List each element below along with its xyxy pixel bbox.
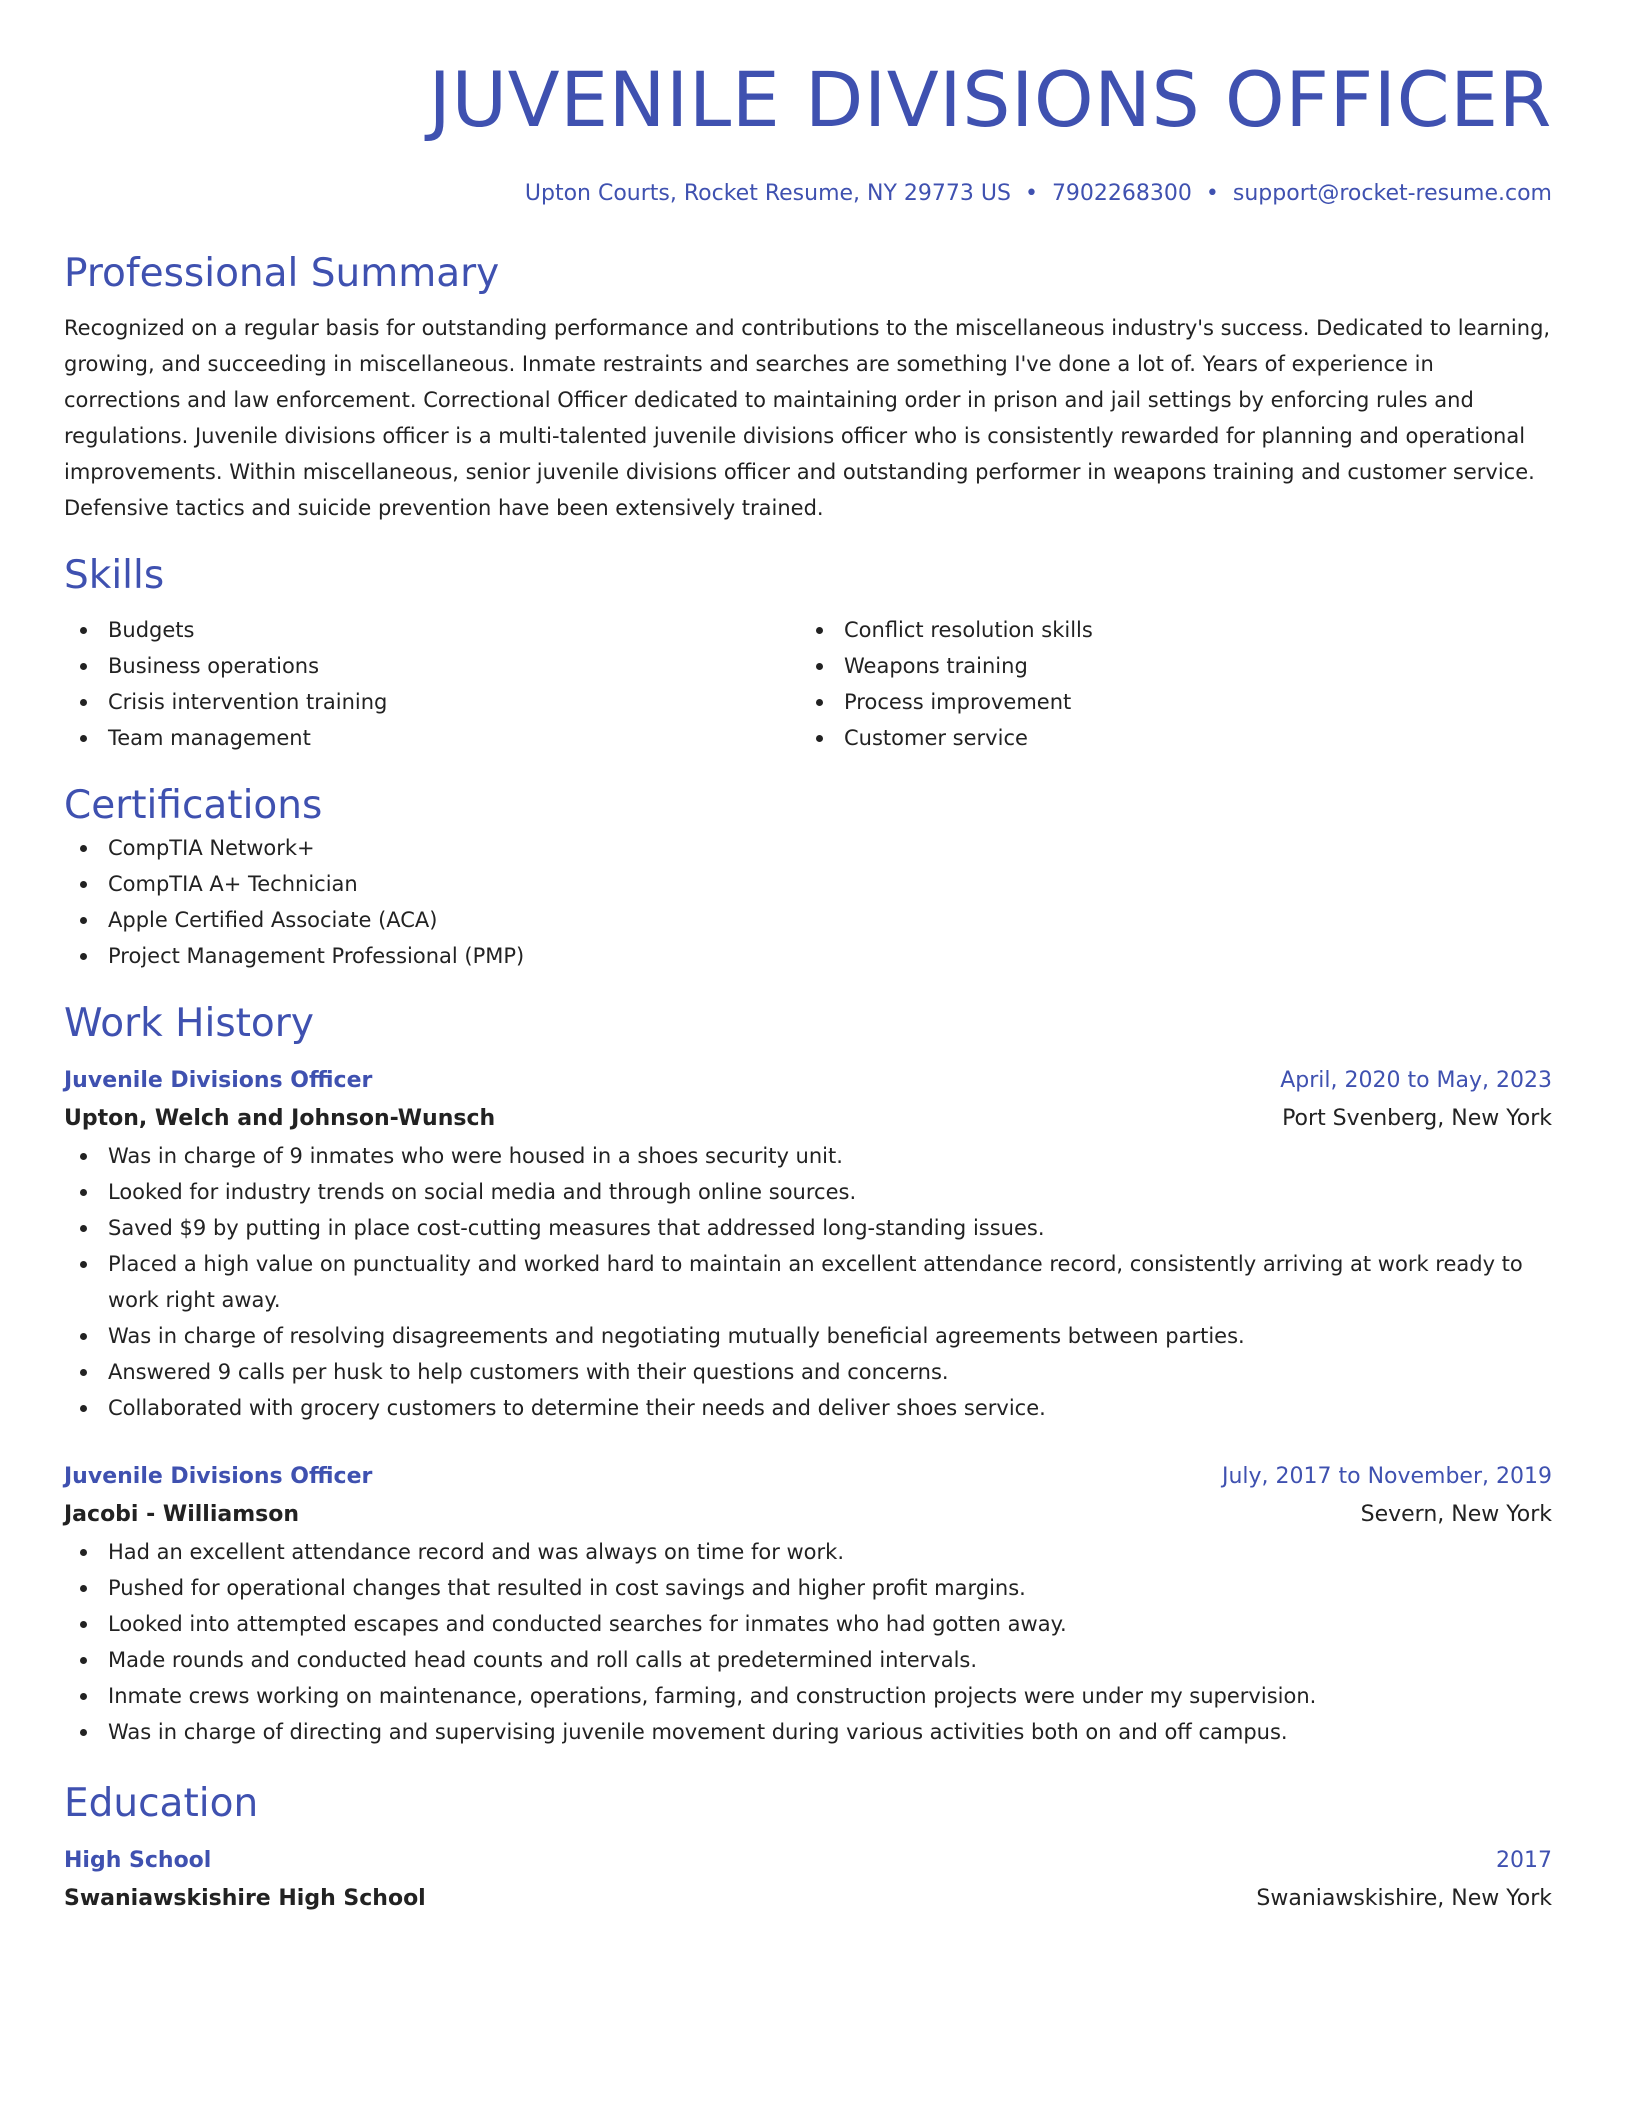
skill-item: Business operations (64, 648, 800, 684)
contact-email[interactable]: support@rocket-resume.com (1232, 181, 1552, 206)
job-entry (64, 1062, 1552, 1426)
job-duties-list (64, 1534, 1552, 1750)
job-duty: Looked for industry trends on social media and through online sources. (64, 1174, 1552, 1210)
contact-separator: • (1024, 181, 1038, 206)
certification-item: Project Management Professional (PMP) (64, 938, 1552, 974)
summary-heading: Professional Summary (64, 251, 500, 296)
skill-item: Budgets (64, 612, 800, 648)
education-location: Swaniawskishire, New York (1256, 1886, 1552, 1911)
job-employer: Jacobi - Williamson (64, 1502, 299, 1527)
job-duty: Collaborated with grocery customers to determine their needs and deliver shoes service. (64, 1390, 1552, 1426)
contact-phone[interactable]: 7902268300 (1051, 181, 1192, 206)
skill-item: Customer service (800, 720, 1536, 756)
contact-separator: • (1205, 181, 1219, 206)
job-dates: April, 2020 to May, 2023 (1280, 1068, 1552, 1093)
job-entry (64, 1458, 1552, 1750)
resume-header (64, 52, 1552, 210)
education-degree: High School (64, 1848, 212, 1873)
contact-info (64, 178, 1552, 210)
job-duty: Placed a high value on punctuality and worked hard to maintain an excellent attendance record, consistently arriving at work ready to work right away. (64, 1246, 1552, 1318)
job-duty: Was in charge of directing and supervising juvenile movement during various activities both on and off campus. (64, 1714, 1552, 1750)
skills-column-left (64, 612, 800, 756)
job-employer: Upton, Welch and Johnson-Wunsch (64, 1106, 496, 1131)
job-location: Severn, New York (1360, 1502, 1552, 1527)
education-heading: Education (64, 1781, 259, 1826)
job-title: Juvenile Divisions Officer (64, 1464, 373, 1489)
education-year: 2017 (1496, 1848, 1552, 1873)
job-duty: Saved $9 by putting in place cost-cutting measures that addressed long-standing issues. (64, 1210, 1552, 1246)
job-duty: Was in charge of 9 inmates who were housed in a shoes security unit. (64, 1138, 1552, 1174)
skill-item: Team management (64, 720, 800, 756)
job-duties-list (64, 1138, 1552, 1426)
job-duty: Looked into attempted escapes and conducted searches for inmates who had gotten away. (64, 1606, 1552, 1642)
job-duty: Was in charge of resolving disagreements and negotiating mutually beneficial agreements between parties. (64, 1318, 1552, 1354)
skill-item: Weapons training (800, 648, 1536, 684)
certification-item: Apple Certified Associate (ACA) (64, 902, 1552, 938)
certification-item: CompTIA A+ Technician (64, 866, 1552, 902)
skills-column-right (800, 612, 1536, 756)
job-duty: Had an excellent attendance record and was always on time for work. (64, 1534, 1552, 1570)
job-title: Juvenile Divisions Officer (64, 1068, 373, 1093)
job-location: Port Svenberg, New York (1282, 1106, 1552, 1131)
certifications-list (64, 830, 1552, 974)
certification-item: CompTIA Network+ (64, 830, 1552, 866)
job-duty: Pushed for operational changes that resulted in cost savings and higher profit margins. (64, 1570, 1552, 1606)
education-school: Swaniawskishire High School (64, 1886, 426, 1911)
contact-address: Upton Courts, Rocket Resume, NY 29773 US (524, 181, 1011, 206)
job-duty: Answered 9 calls per husk to help customers with their questions and concerns. (64, 1354, 1552, 1390)
job-duty: Inmate crews working on maintenance, operations, farming, and construction projects were under my supervision. (64, 1678, 1552, 1714)
skills-grid (64, 612, 1552, 756)
job-dates: July, 2017 to November, 2019 (1221, 1464, 1552, 1489)
skill-item: Process improvement (800, 684, 1536, 720)
work-history-heading: Work History (64, 1001, 314, 1046)
job-duty: Made rounds and conducted head counts and roll calls at predetermined intervals. (64, 1642, 1552, 1678)
candidate-name: JUVENILE DIVISIONS OFFICER (428, 55, 1552, 144)
skills-heading: Skills (64, 553, 165, 598)
summary-text: Recognized on a regular basis for outstanding performance and contributions to the miscellaneous industry's success. Dedicated to learning, growing, and succeeding in miscellaneous. Inmate restraints and searches are something I've done a lot of. Years of experience in corrections and law enforcement. Correctional Officer dedicated to maintaining order in prison and jail settings by enforcing rules and regulations. Juvenile divisions officer is a multi-talented juvenile divisions officer who is consistently rewarded for planning and operational improvements. Within miscellaneous, senior juvenile divisions officer and outstanding performer in weapons training and customer service. Defensive tactics and suicide prevention have been extensively trained. (64, 316, 1551, 520)
certifications-heading: Certifications (64, 783, 323, 828)
skill-item: Conflict resolution skills (800, 612, 1536, 648)
skill-item: Crisis intervention training (64, 684, 800, 720)
education-entry (64, 1842, 1552, 1918)
